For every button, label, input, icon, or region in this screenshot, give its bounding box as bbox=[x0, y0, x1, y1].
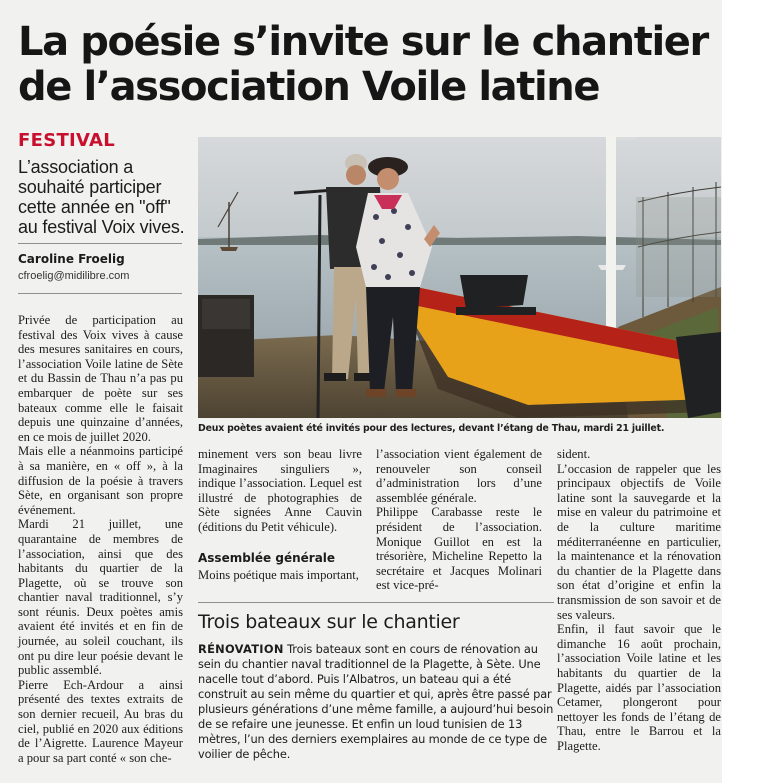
article-column-3 bbox=[376, 447, 542, 593]
section-title: Trois bateaux sur le chantier bbox=[198, 611, 460, 633]
lead-word: RÉNOVATION bbox=[198, 642, 284, 656]
section-kicker: FESTIVAL bbox=[18, 130, 116, 151]
article-column-2-cont bbox=[198, 568, 362, 583]
author-email: cfroelig@midilibre.com bbox=[18, 270, 130, 282]
paragraph: L’occasion de rappeler que les principaux objectifs de Voile latine sont la sauvegarde et la mise en valeur du patrimoine et de la culture maritime méditerranéenne en particulier, la maintenance et la rénovation du chantier de la Plagette dans son état d’origine et enfin la transmission de son savoir et de ses valeurs. bbox=[557, 461, 721, 622]
paragraph: Philippe Carabasse reste le président de l’association. Monique Guillot en est la trésorière, Micheline Repetto la secrétaire et Jacques Molinari est vice-pré- bbox=[376, 505, 542, 593]
article-column-1 bbox=[18, 313, 183, 765]
paragraph: Trois bateaux sont en cours de rénovation au sein du chantier naval traditionnel de la Plagette, à Sète. Une nacelle tout d’abord. Puis l’Albatros, un bateau qui a été construit au sein même du quartier et qui, après être passé par plusieurs générations d’une même famille, a aujourd’hui besoin de se refaire une jeunesse. Et enfin un loud tunisien de 13 mètres, l’un des derniers exemplaires au monde de ce type de voilier de pêche. bbox=[198, 642, 554, 761]
boxed-paragraph bbox=[198, 642, 554, 762]
article-column-4 bbox=[557, 447, 721, 753]
author-name: Caroline Froelig bbox=[18, 252, 125, 266]
paragraph: Enfin, il faut savoir que le dimanche 16 août prochain, l’association Voile latine et les habitants du quartier de la Plagette, aidés par l’association Cetamer, plongeront pour nettoyer les fonds de l’étang de Thau, entre le Barrou et la Plagette. bbox=[557, 622, 721, 753]
paragraph: Mardi 21 juillet, une quarantaine de membres de l’association, ainsi que des habitants du quartier de la Plagette, où se trouve son chantier naval traditionnel, s’y sont réunis. Deux poètes amis avaient été invités et en fin de journée, au soleil couchant, ils ont pu dire leur poésie devant le public assemblé. bbox=[18, 517, 183, 678]
paragraph: sident. bbox=[557, 447, 591, 461]
photo-caption: Deux poètes avaient été invités pour des lectures, devant l’étang de Thau, mardi 21 juillet. bbox=[198, 423, 665, 434]
article-column-2 bbox=[198, 447, 362, 535]
paragraph: Pierre Ech-Ardour a ainsi présenté des textes extraits de son dernier recueil, Au bras du ciel, publié en 2020 aux éditions de l’Aigrette. Laurence Mayeur a pour sa part conté « son che- bbox=[18, 677, 183, 765]
standfirst: L’association a souhaité participer cette année en "off" au festival Voix vives. bbox=[18, 157, 185, 237]
divider bbox=[198, 602, 554, 603]
divider bbox=[18, 243, 182, 244]
headline-line-2: de l’association Voile latine bbox=[18, 64, 600, 110]
paragraph: Moins poétique mais important, bbox=[198, 568, 359, 582]
paragraph: minement vers son beau livre Imaginaires singuliers », indique l’association. Lequel est illustré de photographies de Sète signées Anne Cauvin (éditions du Petit véhicule). bbox=[198, 447, 362, 534]
photo-illustration bbox=[198, 137, 721, 418]
article-photo bbox=[198, 137, 721, 418]
paragraph: Privée de participation au festival des Voix vives à cause des mesures sanitaires en cours, l’association Voile latine de Sète et du Bassin de Thau n’a pas pu embarquer de poète sur ses bateaux comme elle le faisait depuis une quinzaine d’années, en ce mois de juillet 2020. bbox=[18, 313, 183, 444]
divider bbox=[18, 293, 182, 294]
paragraph: l’association vient également de renouveler son conseil d’administration lors d’une assemblée générale. bbox=[376, 447, 542, 505]
headline bbox=[18, 20, 718, 110]
headline-line-1: La poésie s’invite sur le chantier bbox=[18, 19, 708, 65]
subheading: Assemblée générale bbox=[198, 551, 336, 565]
paragraph: Mais elle a néanmoins participé à sa manière, en « off », à la diffusion de la poésie à travers Sète, en organisant son propre événement. bbox=[18, 444, 183, 517]
